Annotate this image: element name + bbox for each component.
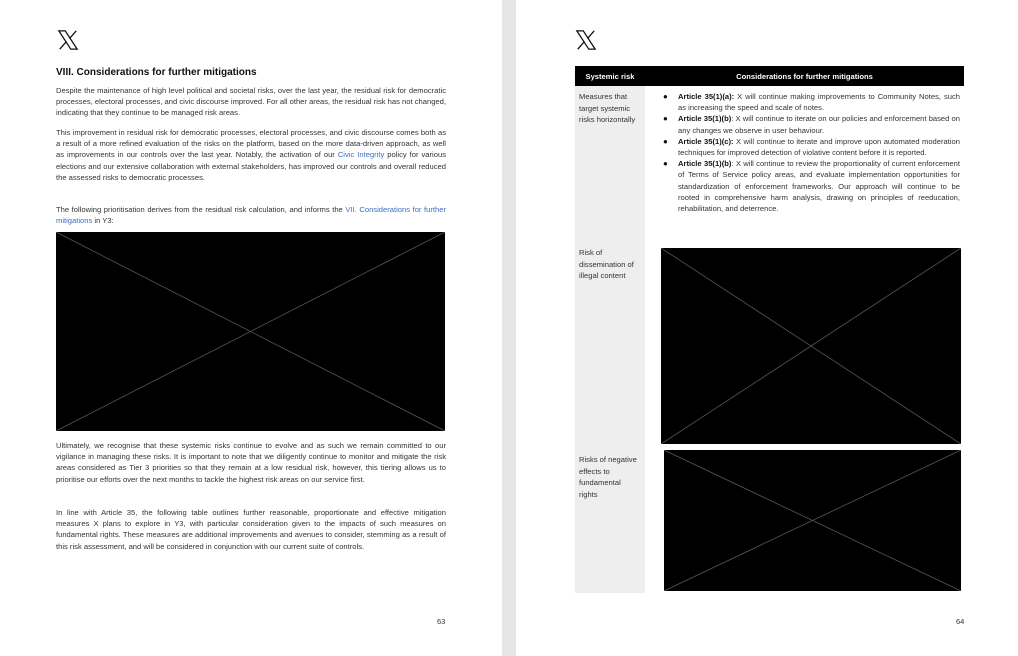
row-label-horizontal: Measures that target systemic risks horizontally <box>579 92 636 124</box>
list-item <box>660 91 960 113</box>
paragraph-vigilance: Ultimately, we recognise that these systemic risks continue to evolve and as such we remain committed to our vigilance in managing these risks. It is important to note that we diligently continue to monitor and mitigate the risk areas considered as Tier 3 priorities so that they remain at a low residual risk, however, this tiering allows us to prioritise our efforts over the next months to tackle the highest risk areas on our service first. <box>56 441 446 484</box>
list-item <box>660 136 960 158</box>
paragraph-residual-risk: Despite the maintenance of high level political and societal risks, over the last year, the residual risk for democratic processes, electoral processes, and civic discourse improved. For all other areas, the residual risk has not changed, indicating that they continue to be managed risk areas. <box>56 86 446 118</box>
list-item-text: : X will continue to review the proportionality of current enforcement of Terms of Service policy areas, and evaluate implementation opportunities for standardization of enforcement frameworks. Our approach will continue to be rooted in comprehensive harm analysis, drawing on principles of reeducation, rehabilitation, and deterrence. <box>678 159 960 214</box>
image-placeholder-icon <box>661 248 961 444</box>
risk-label-column <box>575 86 645 593</box>
mitigation-list <box>660 91 960 214</box>
image-placeholder-icon <box>56 232 445 431</box>
x-logo-icon <box>575 29 597 51</box>
list-item-text: : X will continue to iterate on our policies and enforcement based on any changes we observe in user behaviour. <box>678 114 961 135</box>
civic-integrity-link[interactable]: Civic Integrity <box>337 150 385 160</box>
list-item-text: X will continue making improvements to Community Notes, such as increasing the speed and scale of notes. <box>678 92 960 113</box>
article-ref: Article 35(1)(a): <box>678 92 735 101</box>
article-ref: Article 35(1)(c): <box>678 136 734 146</box>
page-64 <box>516 0 1018 656</box>
paragraph-prioritisation <box>56 204 446 226</box>
bullet-icon: ● <box>663 92 668 101</box>
table-header-systemic-risk: Systemic risk <box>575 66 645 86</box>
paragraph-prioritisation-text: The following prioritisation derives from the residual risk calculation, and informs the <box>56 205 346 214</box>
page-number: 63 <box>437 617 446 626</box>
list-item-text: X will continue to iterate and improve upon automated moderation techniques for improved detection of violative content before it is reported. <box>678 136 960 158</box>
row-label-fundamental-rights: Risks of negative effects to fundamental rights <box>579 455 637 499</box>
paragraph-article-35: In line with Article 35, the following table outlines further reasonable, proportionate and effective mitigation measures X plans to explore in Y3, with particular consideration given to the impacts of such measures on fundamental rights. These measures are additional improvements and avenues to consider, stemming as a result of this risk assessment, and will be considered in conjunction with our current suite of controls. <box>56 508 446 551</box>
paragraph-prioritisation-end: in Y3: <box>92 216 114 226</box>
article-ref: Article 35(1)(b) <box>678 159 732 169</box>
section-heading: VIII. Considerations for further mitigations <box>56 67 257 78</box>
image-placeholder-icon <box>664 450 961 591</box>
page-63 <box>0 0 502 656</box>
considerations-link[interactable]: VII. Considerations for further mitigations <box>56 205 446 226</box>
paragraph-improvement <box>56 127 446 183</box>
list-item <box>660 158 960 214</box>
article-ref: Article 35(1)(b) <box>678 114 732 124</box>
row-label-illegal-content: Risk of dissemination of illegal content <box>579 248 634 280</box>
list-item <box>660 113 960 135</box>
x-logo-icon <box>57 29 79 51</box>
bullet-icon: ● <box>663 114 668 124</box>
paragraph-improvement-text: This improvement in residual risk for democratic processes, electoral processes, and civic discourse comes both as a result of a more refined evaluation of the risks on the platform, based on the more data-driven approach, as well as improvements in our controls over the last year. Notably, the activation of our <box>56 128 446 160</box>
table-header-considerations: Considerations for further mitigations <box>645 66 964 86</box>
bullet-icon: ● <box>663 136 668 146</box>
page-number: 64 <box>956 617 965 626</box>
bullet-icon: ● <box>663 159 668 169</box>
paragraph-improvement-text-end: policy for various elections and our extensive collaboration with external stakeholders, has improved our controls and overall reduced the assessed risks to democratic processes. <box>56 150 446 182</box>
